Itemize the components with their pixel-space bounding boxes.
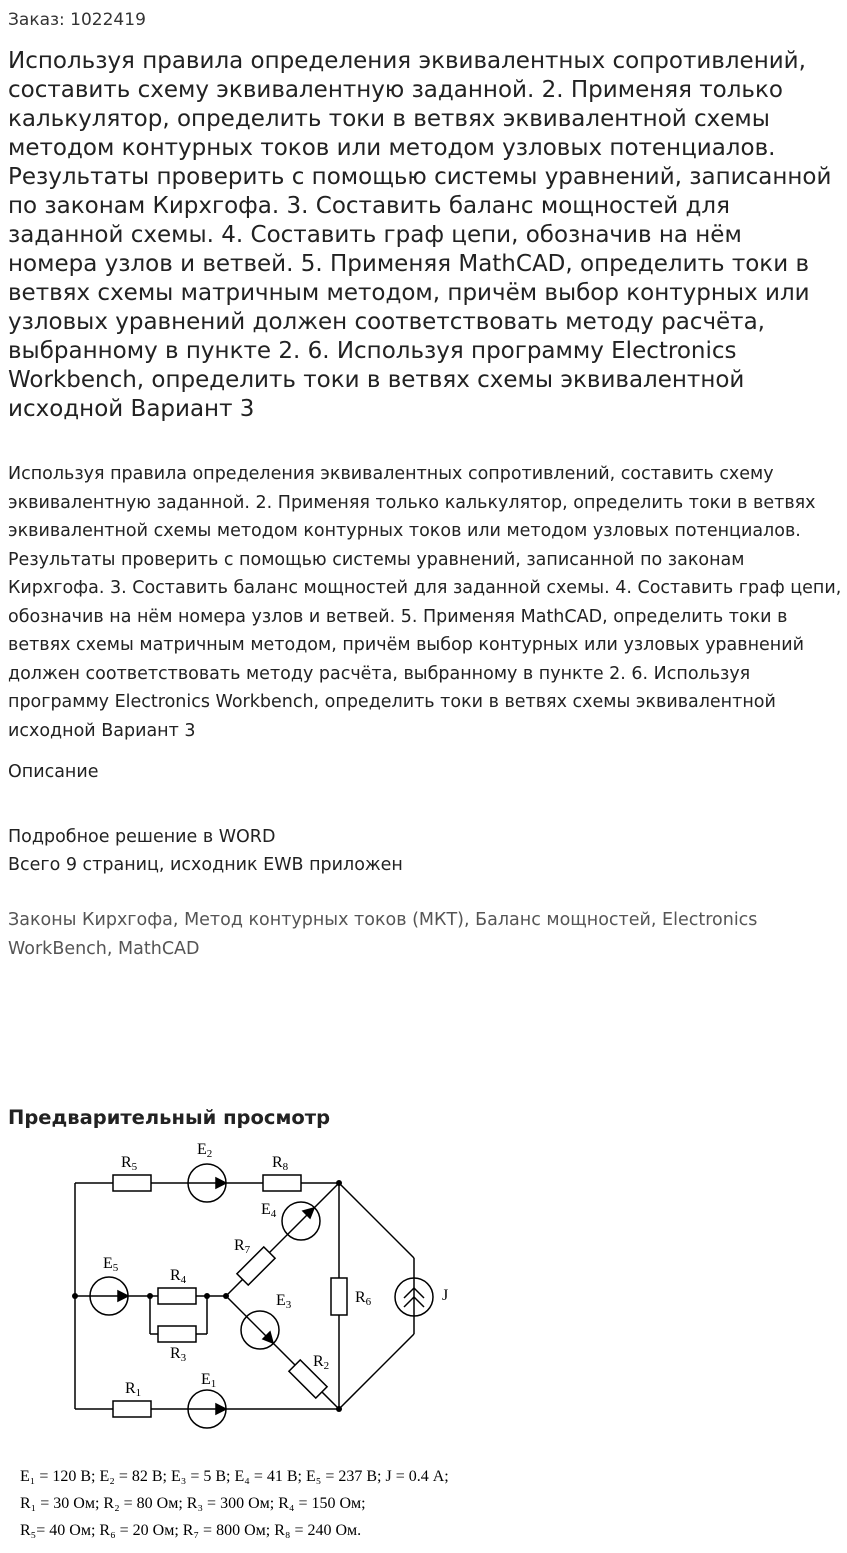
source-e4 xyxy=(282,1202,320,1240)
solution-details xyxy=(8,823,403,879)
label-r1: R1 xyxy=(125,1380,142,1399)
label-j: J xyxy=(442,1287,449,1304)
circuit-diagram xyxy=(0,1135,560,1550)
resistor-r5 xyxy=(113,1175,151,1191)
label-r5: R5 xyxy=(121,1154,138,1173)
source-e1 xyxy=(188,1390,226,1428)
label-r2: R2 xyxy=(313,1353,330,1372)
tag-separator: , xyxy=(106,939,113,959)
label-e3: E3 xyxy=(276,1292,292,1311)
tag-link-mathcad[interactable]: MathCAD xyxy=(118,939,200,959)
label-e5: E5 xyxy=(103,1255,119,1274)
tag-list xyxy=(8,906,842,964)
node-r3-left xyxy=(147,1293,153,1299)
resistor-r1 xyxy=(113,1401,151,1417)
order-number: Заказ: 1022419 xyxy=(8,10,146,30)
label-r6: R6 xyxy=(355,1289,372,1308)
node-center xyxy=(223,1293,229,1299)
label-r8: R8 xyxy=(272,1154,289,1173)
label-r7: R7 xyxy=(234,1237,251,1256)
solution-format-line: Подробное решение в WORD xyxy=(8,827,276,847)
preview-heading: Предварительный просмотр xyxy=(8,1106,331,1129)
tag-link-kirchhoff[interactable]: Законы Кирхгофа xyxy=(8,910,173,930)
source-e5 xyxy=(90,1277,128,1315)
node-bottom-right xyxy=(336,1406,342,1412)
resistor-r3 xyxy=(158,1326,196,1342)
params-line-resistors-1: R₁ = 30 Ом; R₂ = 80 Ом; R₃ = 300 Ом; R₄ = 150 Ом; xyxy=(20,1495,366,1512)
params-line-resistors-2: R₅= 40 Ом; R₆ = 20 Ом; R₇ = 800 Ом; R₈ = 240 Ом. xyxy=(20,1522,362,1539)
resistor-r6 xyxy=(331,1278,347,1315)
tag-separator: , xyxy=(172,910,179,930)
tag-separator: , xyxy=(463,910,470,930)
resistor-r4 xyxy=(158,1288,196,1304)
tag-link-power-balance[interactable]: Баланс мощностей xyxy=(475,910,651,930)
tag-link-mesh-current[interactable]: Метод контурных токов (МКТ) xyxy=(184,910,464,930)
source-e2 xyxy=(188,1164,226,1202)
resistor-r8 xyxy=(263,1175,301,1191)
preview-image xyxy=(0,1135,560,1550)
label-e2: E2 xyxy=(197,1141,213,1160)
solution-pages-line: Всего 9 страниц, исходник EWB приложен xyxy=(8,855,403,875)
label-r4: R4 xyxy=(170,1267,187,1286)
task-description: Используя правила определения эквивалентных сопротивлений, составить схему эквивалентную заданной. 2. Применяя только калькулятор, определить токи в ветвях эквивалентной схемы методом контурных токов или методом узловых потенциалов. Результаты проверить с помощью системы уравнений, записанной по законам Кирхгофа. 3. Составить баланс мощностей для заданной схемы. 4. Составить граф цепи, обозначив на нём номера узлов и ветвей. 5. Применяя MathCAD, определить токи в ветвях схемы матричным методом, причём выбор контурных или узловых уравнений должен соответствовать методу расчёта, выбранному в пункте 2. 6. Используя программу Electronics Workbench, определить токи в ветвях схемы эквивалентной исходной Вариант 3 xyxy=(8,464,842,741)
node-top-right xyxy=(336,1180,342,1186)
label-r3: R3 xyxy=(170,1345,187,1364)
label-e4: E4 xyxy=(261,1201,277,1220)
tag-link-electronics-workbench[interactable]: Electronics WorkBench xyxy=(8,910,758,959)
description-section-label: Описание xyxy=(8,762,99,782)
params-line-sources: E₁ = 120 В; E₂ = 82 В; E₃ = 5 В; E₄ = 41 В; E₅ = 237 В; J = 0.4 А; xyxy=(20,1468,449,1485)
node-r3-right xyxy=(204,1293,210,1299)
current-source-j xyxy=(395,1278,433,1316)
node-left xyxy=(72,1293,78,1299)
tag-separator: , xyxy=(650,910,657,930)
source-e3 xyxy=(241,1311,279,1349)
page-title: Используя правила определения эквивалентных сопротивлений, составить схему эквивалентную заданной. 2. Применяя только калькулятор, определить токи в ветвях эквивалентной схемы методом контурных токов или методом узловых потенциалов. Результаты проверить с помощью системы уравнений, записанной по законам Кирхгофа. 3. Составить баланс мощностей для заданной схемы. 4. Составить граф цепи, обозначив на нём номера узлов и ветвей. 5. Применяя MathCAD, определить токи в ветвях схемы матричным методом, причём выбор контурных или узловых уравнений должен соответствовать методу расчёта, выбранному в пункте 2. 6. Используя программу Electronics Workbench, определить токи в ветвях схемы эквивалентной исходной Вариант 3 xyxy=(8,48,832,422)
label-e1: E1 xyxy=(201,1371,217,1390)
